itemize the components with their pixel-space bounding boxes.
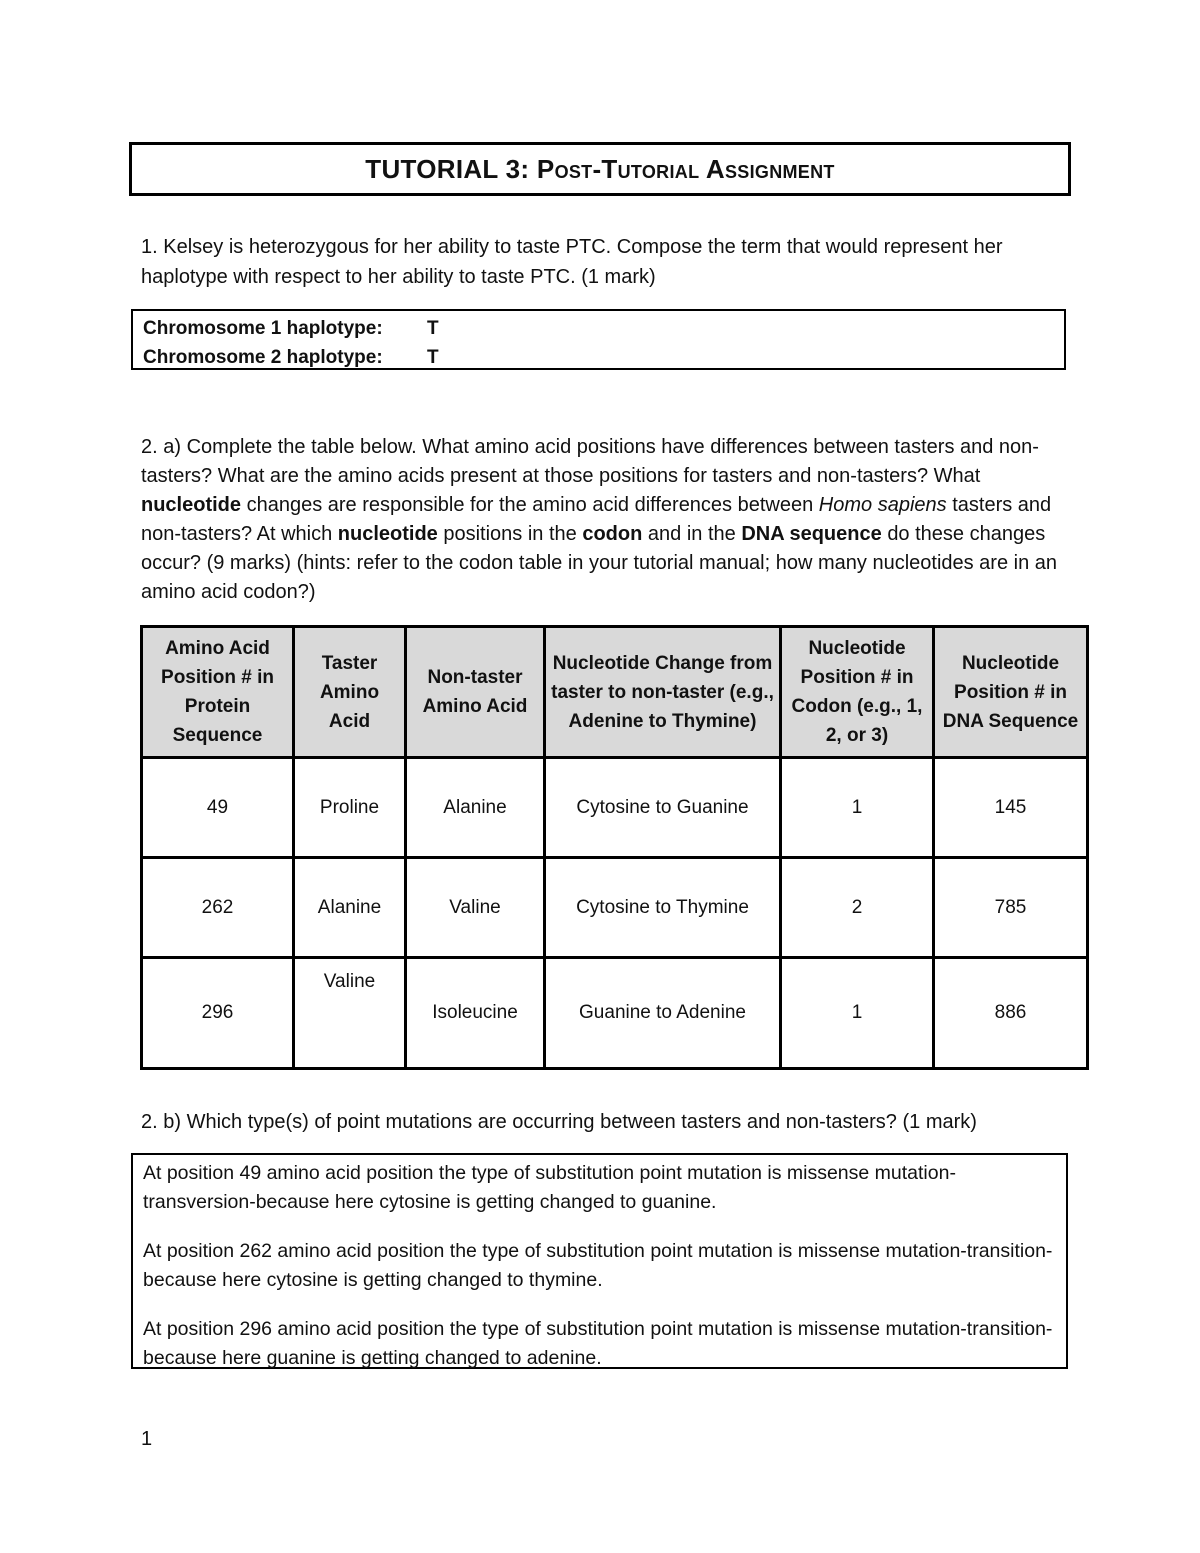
- question-2a: [141, 433, 1066, 607]
- title-suffix: Post-Tutorial Assignment: [536, 153, 835, 184]
- answer-paragraph: At position 262 amino acid position the type of substitution point mutation is missense mutation-transition-because here cytosine is getting changed to thymine.: [143, 1240, 1053, 1291]
- column-header: Nucleotide Position # in DNA Sequence: [934, 627, 1088, 758]
- table-cell: 1: [781, 958, 934, 1069]
- question-2a-text: do these changes occur? (9 marks) (hints: refer to the codon table in your tutorial manual; how many nucleotides are in an amino acid codon?): [141, 523, 1058, 603]
- species-name: Homo sapiens: [818, 494, 947, 516]
- answer-paragraph: At position 296 amino acid position the type of substitution point mutation is missense mutation-transition-because here guanine is getting changed to adenine.: [143, 1318, 1053, 1369]
- title-prefix: TUTORIAL 3:: [365, 153, 530, 184]
- column-header: Taster Amino Acid: [294, 627, 406, 758]
- question-2a-text: and in the: [647, 523, 736, 545]
- question-2a-number: 2. a): [141, 436, 182, 458]
- column-header: Non-taster Amino Acid: [406, 627, 545, 758]
- table-cell: Valine: [406, 858, 545, 958]
- table-cell: 145: [934, 758, 1088, 858]
- table-cell: 262: [142, 858, 294, 958]
- table-cell: 785: [934, 858, 1088, 958]
- question-2a-text: positions in the: [443, 523, 577, 545]
- bold-term: nucleotide: [141, 494, 242, 516]
- haplotype-label: Chromosome 1 haplotype:: [143, 318, 383, 339]
- answer-paragraph: At position 49 amino acid position the type of substitution point mutation is missense mutation-transversion-because here cytosine is getting changed to guanine.: [143, 1162, 956, 1213]
- table-row: [142, 958, 1088, 1069]
- table-cell: 296: [142, 958, 294, 1069]
- question-2b: 2. b) Which type(s) of point mutations are occurring between tasters and non-tasters? (1 mark): [141, 1111, 977, 1133]
- table-cell: 2: [781, 858, 934, 958]
- question-2a-text: changes are responsible for the amino acid differences between: [246, 494, 814, 516]
- table-cell: Isoleucine: [406, 958, 545, 1069]
- haplotype-answer-box: [131, 309, 1066, 370]
- bold-term: codon: [582, 523, 643, 545]
- haplotype-row-2: [143, 343, 1054, 372]
- table-cell: Alanine: [406, 758, 545, 858]
- table-cell: 49: [142, 758, 294, 858]
- table-row: [142, 858, 1088, 958]
- table-cell: Proline: [294, 758, 406, 858]
- answer-box: [131, 1153, 1068, 1369]
- table-cell: Alanine: [294, 858, 406, 958]
- column-header: Nucleotide Position # in Codon (e.g., 1, 2, or 3): [781, 627, 934, 758]
- haplotype-row-1: [143, 314, 1054, 343]
- table-cell: Valine: [294, 958, 406, 1069]
- column-header: Nucleotide Change from taster to non-taster (e.g., Adenine to Thymine): [545, 627, 781, 758]
- bold-term: DNA sequence: [741, 523, 882, 545]
- haplotype-label: Chromosome 2 haplotype:: [143, 347, 383, 368]
- bold-term: nucleotide: [337, 523, 438, 545]
- table-cell: 886: [934, 958, 1088, 1069]
- table-cell: Guanine to Adenine: [545, 958, 781, 1069]
- table-row: [142, 758, 1088, 858]
- page-title: [129, 142, 1071, 196]
- haplotype-value: T: [427, 318, 439, 339]
- page-number: 1: [141, 1428, 153, 1450]
- column-header: Amino Acid Position # in Protein Sequence: [142, 627, 294, 758]
- haplotype-value: T: [427, 347, 439, 368]
- question-2a-text: tasters and non-tasters? At which: [141, 494, 1052, 545]
- table-header-row: [142, 627, 1088, 758]
- mutation-table: [140, 625, 1089, 1070]
- table-cell: Cytosine to Thymine: [545, 858, 781, 958]
- table-cell: 1: [781, 758, 934, 858]
- table-cell: Cytosine to Guanine: [545, 758, 781, 858]
- question-2a-text: Complete the table below. What amino acid positions have differences between tasters and non-tasters? What are the amino acids present at those positions for tasters and non-tasters? What: [141, 436, 1039, 487]
- question-1: 1. Kelsey is heterozygous for her ability to taste PTC. Compose the term that would represent her haplotype with respect to her ability to taste PTC. (1 mark): [141, 236, 1003, 288]
